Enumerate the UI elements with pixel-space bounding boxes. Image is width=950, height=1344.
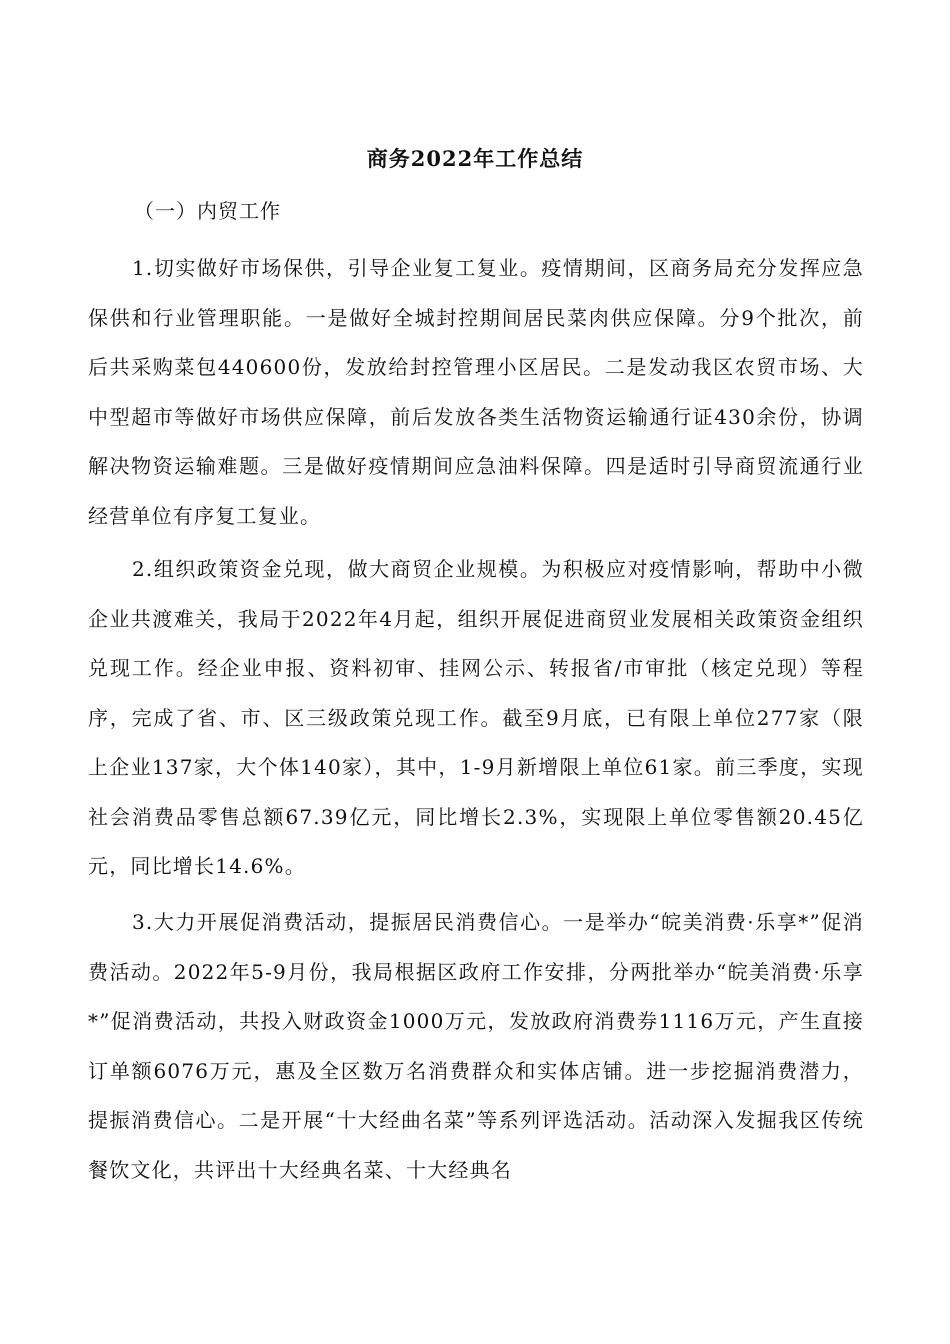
paragraph-3: 3.大力开展促消费活动，提振居民消费信心。一是举办“皖美消费·乐享*”促消费活动。2022年5-9月份，我局根据区政府工作安排，分两批举办“皖美消费·乐享*”促消费活动，共投入财政资金1000万元，发放政府消费券1116万元，产生直接订单额6076万元，惠及全区数万名消费群众和实体店铺。进一步挖掘消费潜力，提振消费信心。二是开展“十大经曲名菜”等系列评选活动。活动深入发掘我区传统餐饮文化，共评出十大经典名菜、十大经典名 bbox=[88, 910, 864, 1182]
section-heading: （一）内贸工作 bbox=[134, 199, 281, 223]
document-title: 商务2022年工作总结 bbox=[366, 146, 584, 171]
paragraph-1: 1.切实做好市场保供，引导企业复工复业。疫情期间，区商务局充分发挥应急保供和行业管理职能。一是做好全城封控期间居民菜肉供应保障。分9个批次，前后共采购菜包440600份，发放给封控管理小区居民。二是发动我区农贸市场、大中型超市等做好市场供应保障，前后发放各类生活物资运输通行证430余份，协调解决物资运输难题。三是做好疫情期间应急油料保障。四是适时引导商贸流通行业经营单位有序复工复业。 bbox=[88, 256, 864, 528]
paragraph-2: 2.组织政策资金兑现，做大商贸企业规模。为积极应对疫情影响，帮助中小微企业共渡难关，我局于2022年4月起，组织开展促进商贸业发展相关政策资金组织兑现工作。经企业申报、资料初审、挂网公示、转报省/市审批（核定兑现）等程序，完成了省、市、区三级政策兑现工作。截至9月底，已有限上单位277家（限上企业137家，大个体140家），其中，1-9月新增限上单位61家。前三季度，实现社会消费品零售总额67.39亿元，同比增长2.3%，实现限上单位零售额20.45亿元，同比增长14.6%。 bbox=[88, 557, 864, 878]
